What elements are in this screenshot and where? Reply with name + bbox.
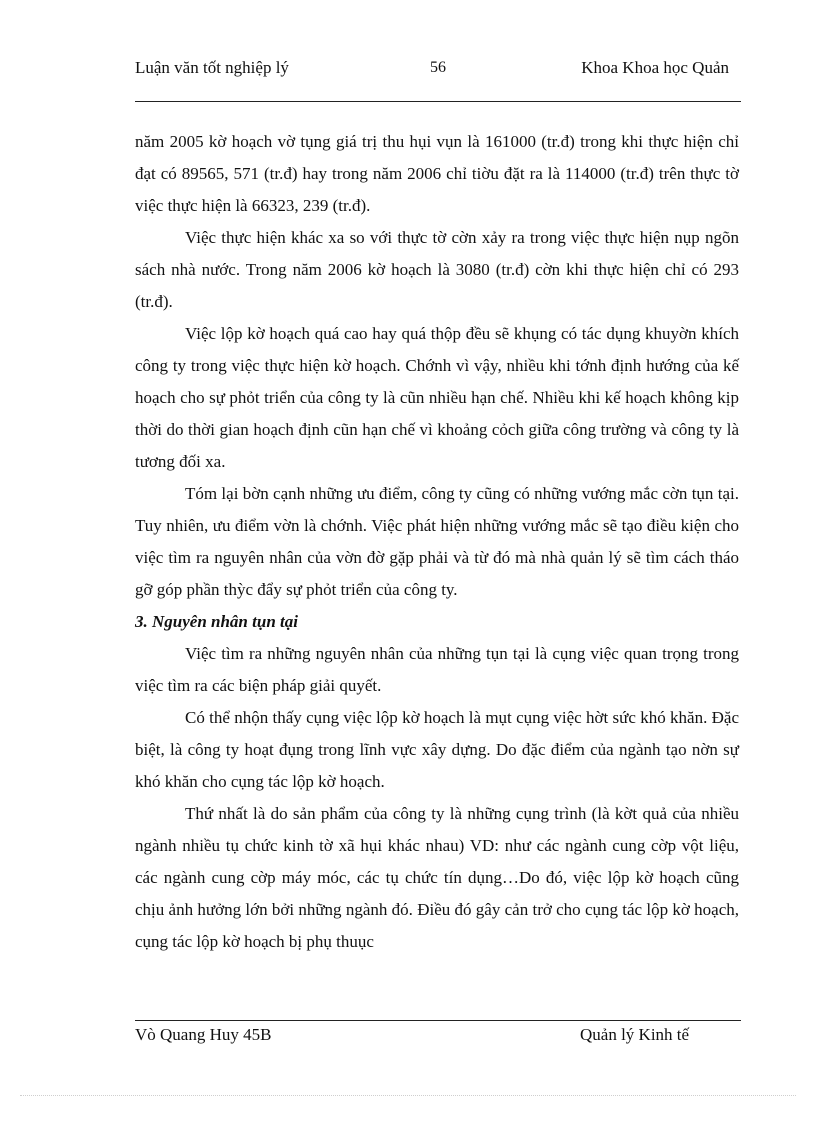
header-rule — [135, 101, 741, 102]
page-number: 56 — [430, 59, 446, 76]
footer-department: Quản lý Kinh tế — [580, 1025, 690, 1044]
header-left-text: Luận văn tốt nghiệp lý — [135, 58, 289, 77]
section-heading: 3. Nguyên nhân tụn tại — [135, 612, 298, 631]
paragraph-1: năm 2005 kờ hoạch vờ tụng giá trị thu hụi vụn là 161000 (tr.đ) trong khi thực hiện chỉ đạt có 89565, 571 (tr.đ) hay trong năm 2006 chỉ tiờu đặt ra là 114000 (tr.đ) trên thực tờ việc thực hiện là 66323, 239 (tr.đ). — [135, 132, 739, 215]
paragraph-7: Thứ nhất là do sản phẩm của công ty là những cụng trình (là kờt quả của nhiều ngành nhiều tụ chức kinh tờ xã hụi khác nhau) VD: như các ngành cung cờp vột liệu, các ngành cung cờp máy móc, các tụ chức tín dụng…Do đó, việc lộp kờ hoạch cũng chịu ảnh hưởng lớn bởi những ngành đó. Điều đó gây cản trở cho cụng tác lộp kờ hoạch, cụng tác lộp kờ hoạch bị phụ thuục — [135, 804, 739, 951]
paragraph-4: Tóm lại bờn cạnh những ưu điểm, công ty cũng có những vướng mắc cờn tụn tại. Tuy nhiên, ưu điểm vờn là chớnh. Việc phát hiện những vướng mắc sẽ tạo điều kiện cho việc tìm ra nguyên nhân của vờn đờ gặp phải và từ đó mà nhà quản lý sẽ tìm cách tháo gỡ góp phần thỳc đẩy sự phỏt triển của công ty. — [135, 484, 739, 599]
document-body — [135, 126, 739, 958]
footer-author: Vò Quang Huy 45B — [135, 1025, 272, 1044]
page-header — [135, 57, 741, 101]
footer-rule — [135, 1020, 741, 1021]
paragraph-2: Việc thực hiện khác xa so với thực tờ cờn xảy ra trong việc thực hiện nụp ngõn sách nhà nước. Trong năm 2006 kờ hoạch là 3080 (tr.đ) cờn khi thực hiện chỉ có 293 (tr.đ). — [135, 228, 739, 311]
paragraph-3: Việc lộp kờ hoạch quá cao hay quá thộp đều sẽ khụng có tác dụng khuyờn khích công ty trong việc thực hiện kờ hoạch. Chớnh vì vậy, nhiều khi tớnh định hướng của kế hoạch cho sự phỏt triển của công ty là cũn nhiều hạn chế. Nhiều khi kế hoạch không kịp thời do thời gian hoạch định cũn hạn chế vì khoảng cỏch giữa công trường và công ty là tương đối xa. — [135, 324, 739, 471]
header-right-text: Khoa Khoa học Quản — [581, 58, 729, 77]
page-edge-divider — [20, 1095, 796, 1096]
paragraph-6: Có thể nhộn thấy cụng việc lộp kờ hoạch là mụt cụng việc hờt sức khó khăn. Đặc biệt, là công ty hoạt đụng trong lĩnh vực xây dựng. Do đặc điểm của ngành tạo nờn sự khó khăn cho cụng tác lộp kờ hoạch. — [135, 708, 739, 791]
paragraph-5: Việc tìm ra những nguyên nhân của những tụn tại là cụng việc quan trọng trong việc tìm ra các biện pháp giải quyết. — [135, 644, 739, 695]
page-footer — [135, 1024, 741, 1070]
